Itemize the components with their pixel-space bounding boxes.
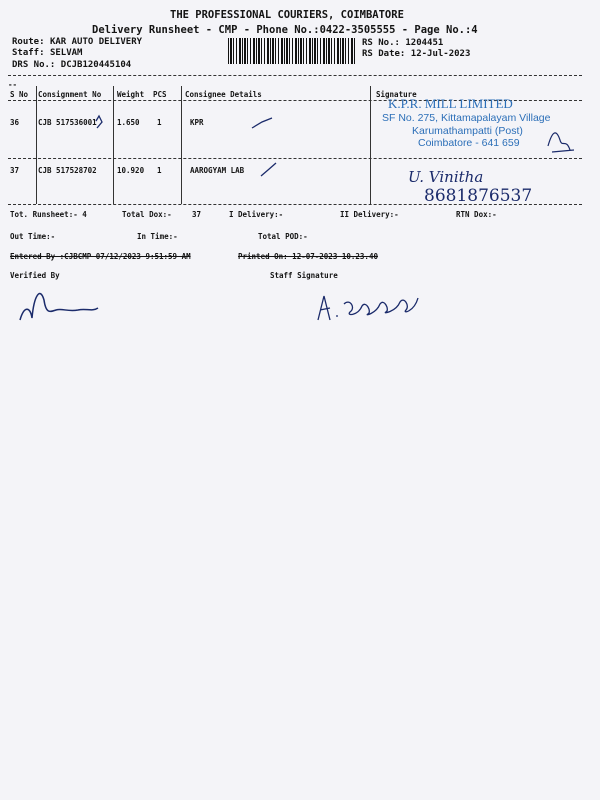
rs-date-value: 12-Jul-2023 — [410, 49, 471, 59]
row-consignee: KPR — [190, 118, 204, 127]
row-sno: 36 — [10, 118, 20, 127]
in-time-label: In Time:- — [137, 232, 178, 241]
row-consignee: AAROGYAM LAB — [190, 166, 245, 175]
tick-mark-37 — [261, 163, 276, 176]
staff-signature-label: Staff Signature — [270, 271, 338, 280]
stamp-company: K.P.R. MILL LIMITED — [388, 96, 513, 111]
rs-no-label: RS No.: — [362, 38, 400, 48]
out-time-label: Out Time:- — [10, 232, 56, 241]
row-weight: 1.650 — [117, 118, 140, 127]
drs-label: DRS No.: — [12, 60, 56, 70]
row-sno: 37 — [10, 166, 20, 175]
col-header-weight: Weight — [117, 90, 145, 99]
receiver-phone: 8681876537 — [424, 186, 533, 206]
rtn-dox-label: RTN Dox:- — [456, 210, 497, 219]
row-pcs: 1 — [157, 166, 162, 175]
col-header-consignee: Consignee Details — [185, 90, 262, 99]
receiver-name: U. Vinitha — [408, 168, 484, 186]
rs-no-value: 1204451 — [405, 38, 444, 48]
total-runsheet: Tot. Runsheet:- 4 — [10, 210, 87, 219]
correction-mark — [96, 116, 102, 128]
total-dox-value: 37 — [192, 210, 202, 219]
row-consignment: CJB 517528702 — [38, 166, 97, 175]
stamp-address-3: Coimbatore - 641 659 — [418, 137, 520, 149]
entered-by: Entered By :CJBCMP 07/12/2023 9:51:59 AM — [10, 252, 191, 261]
col-header-pcs: PCS — [153, 90, 167, 99]
signature-verified — [20, 294, 98, 320]
tick-mark-36 — [252, 118, 272, 128]
stamp-address-2: Karumathampatti (Post) — [412, 125, 523, 137]
runsheet-subtitle: Delivery Runsheet - CMP - Phone No.:0422-3505555 - Page No.:4 — [92, 24, 478, 36]
total-dox-label: Total Dox:- — [122, 210, 172, 219]
col-header-sno: S No — [10, 90, 29, 99]
signature-kpr — [548, 133, 574, 152]
staff-value: SELVAM — [49, 48, 83, 58]
staff-signature — [310, 286, 440, 326]
i-delivery-label: I Delivery:- — [229, 210, 284, 219]
col-header-consignment: Consignment No — [38, 90, 102, 99]
drs-value: DCJB120445104 — [60, 60, 132, 70]
company-title: THE PROFESSIONAL COURIERS, COIMBATORE — [170, 9, 404, 21]
row-weight: 10.920 — [117, 166, 145, 175]
rs-date-label: RS Date: — [362, 49, 406, 59]
dash-mark: -- — [8, 80, 18, 89]
ii-delivery-label: II Delivery:- — [340, 210, 399, 219]
row-consignment: CJB 517536001 — [38, 118, 97, 127]
row-pcs: 1 — [157, 118, 162, 127]
col-header-signature: Signature — [376, 90, 417, 99]
printed-on: Printed On: 12-07-2023 10.23.40 — [238, 252, 378, 261]
route-label: Route: — [12, 37, 45, 47]
stamp-address-1: SF No. 275, Kittamapalayam Village — [382, 112, 551, 124]
verified-by-label: Verified By — [10, 271, 60, 280]
total-pod-label: Total POD:- — [258, 232, 308, 241]
route-value: KAR AUTO DELIVERY — [49, 37, 143, 47]
staff-label: Staff: — [12, 48, 45, 58]
